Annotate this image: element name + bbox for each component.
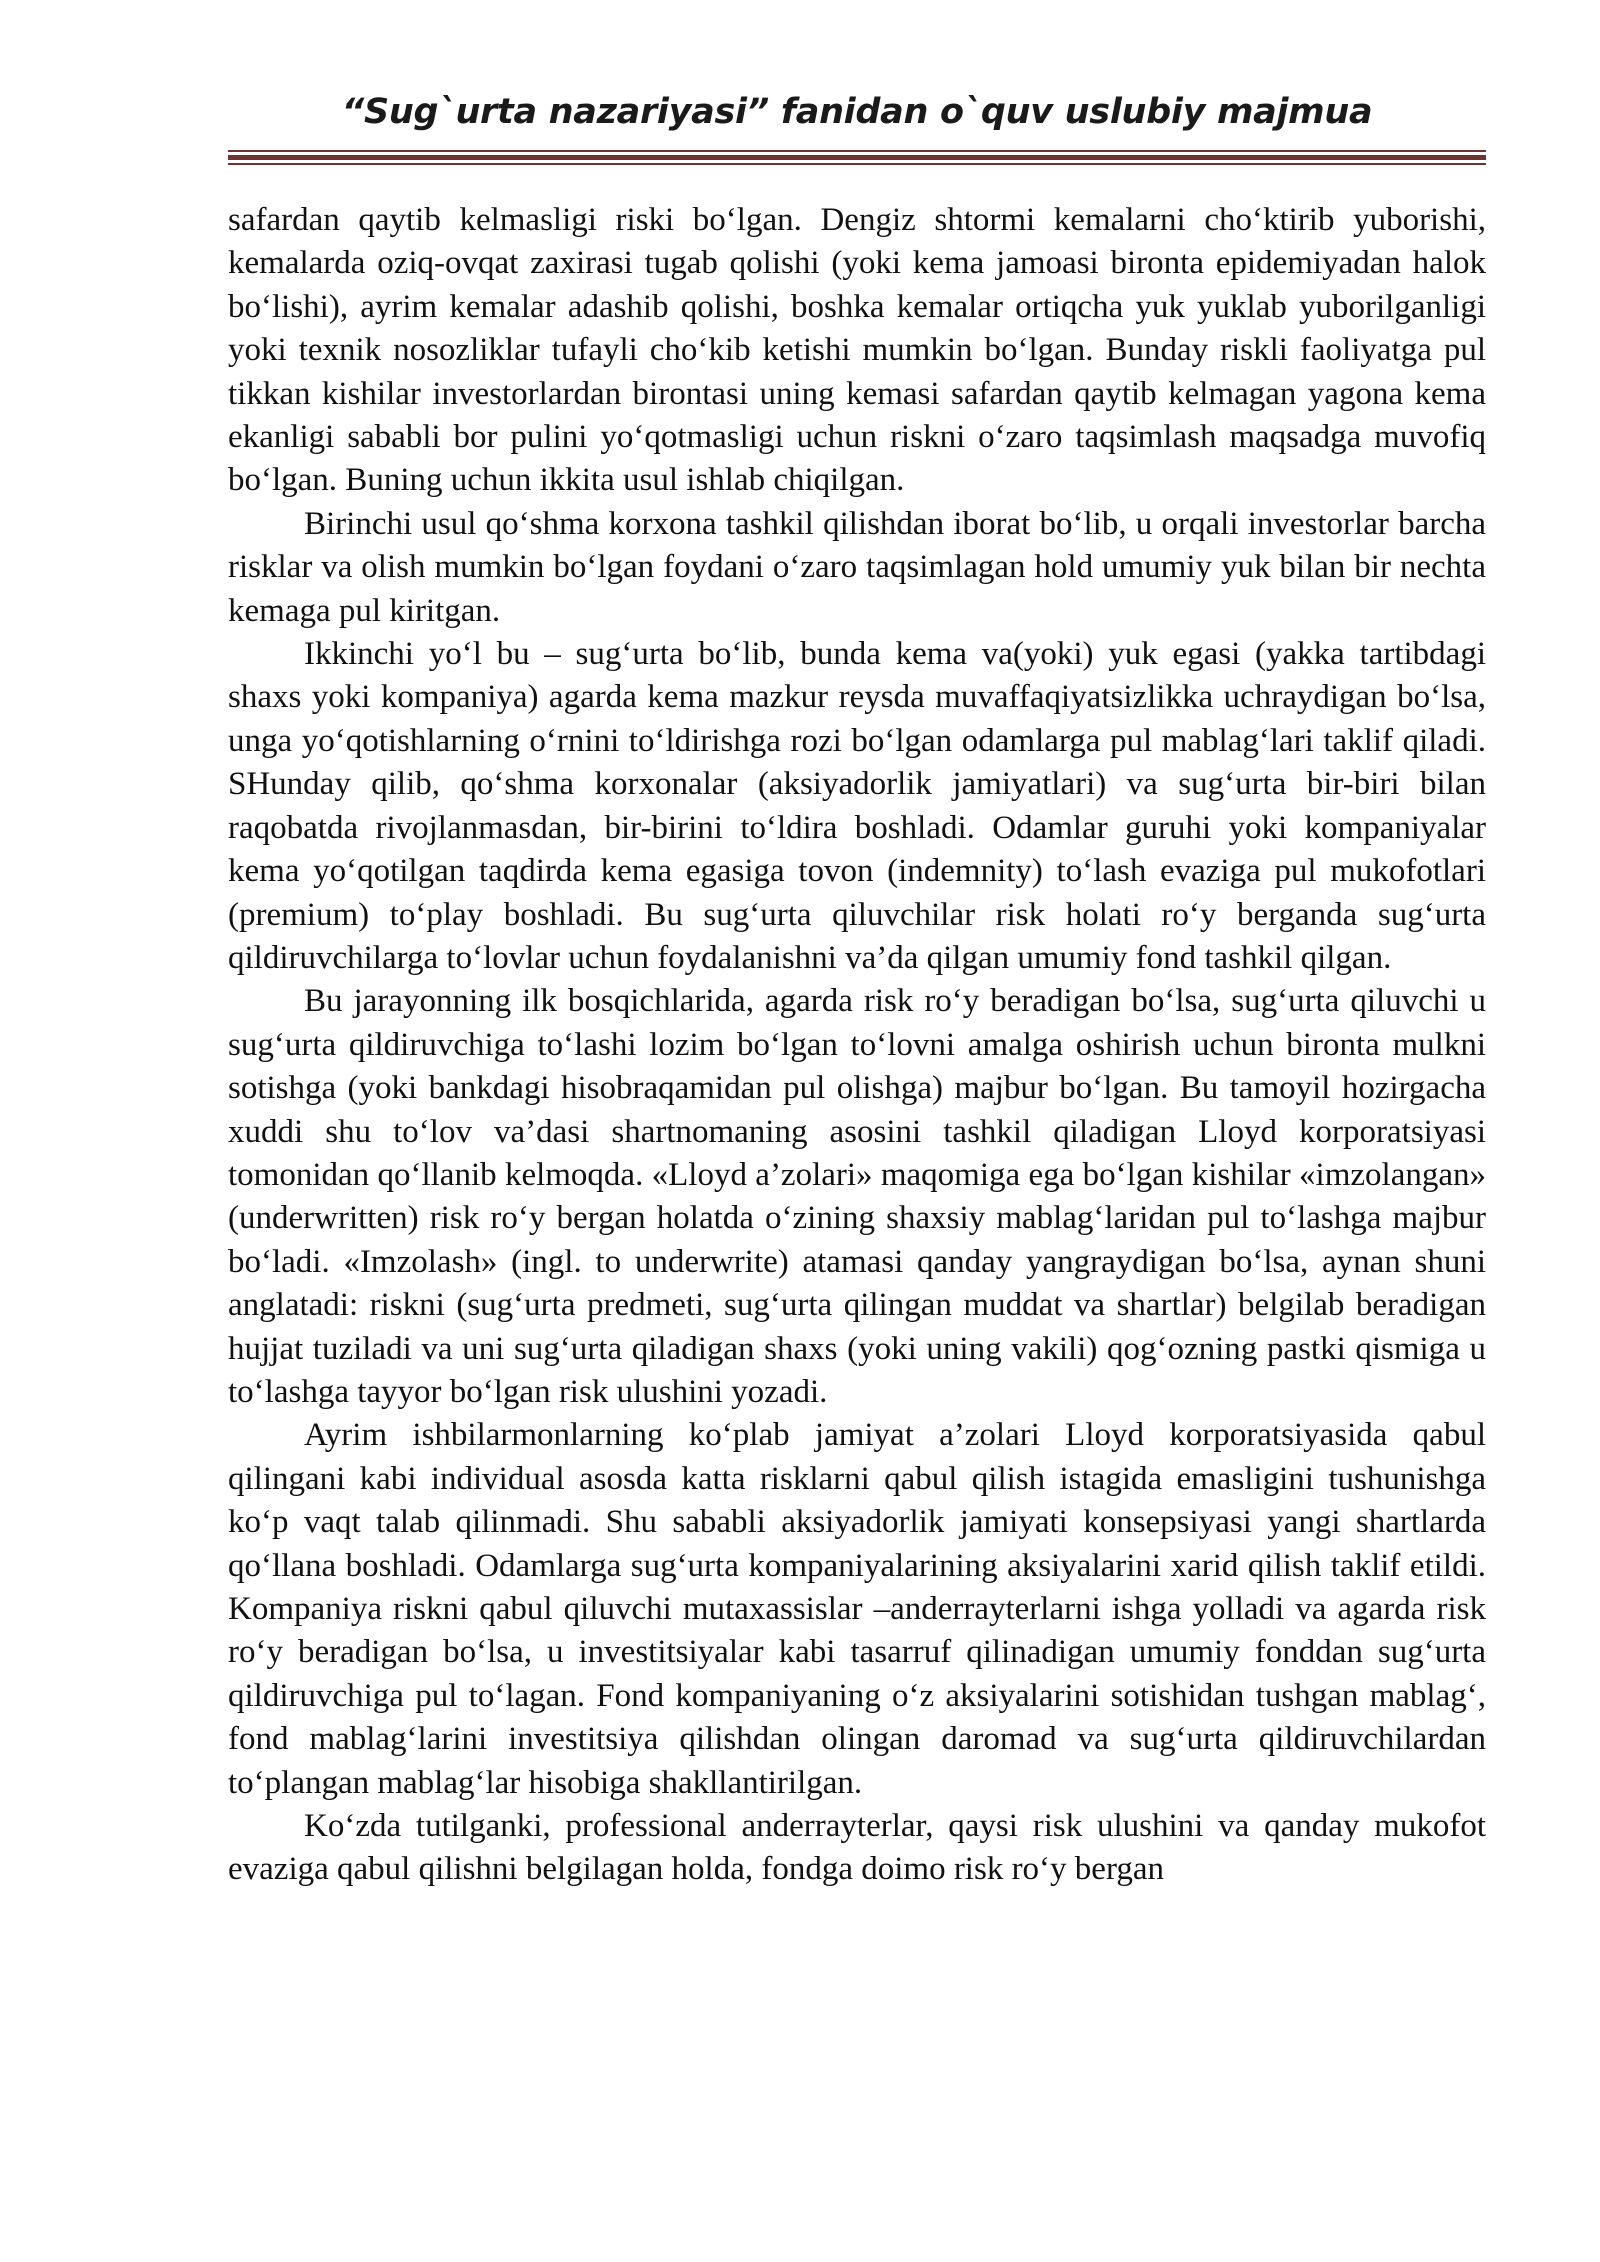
paragraph: Bu jarayonning ilk bosqichlarida, agarda risk ro‘y beradigan bo‘lsa, sug‘urta qiluvchi u sug‘urta qildiruvchiga to‘lashi lozim bo‘lgan to‘lovni amalga oshirish uchun bironta mulkni sotishga (yoki bankdagi hisobraqamidan pul olishga) majbur bo‘lgan. Bu tamoyil hozirgacha xuddi shu to‘lov va’dasi shartnomaning asosini tashkil qiladigan Lloyd korporatsiyasi tomonidan qo‘llanib kelmoqda. «Lloyd a’zolari» maqomiga ega bo‘lgan kishilar «imzolangan» (underwritten) risk ro‘y bergan holatda o‘zining shaxsiy mablag‘laridan pul to‘lashga majbur bo‘ladi. «Imzolash» (ingl. to underwrite) atamasi qanday yangraydigan bo‘lsa, aynan shuni anglatadi: riskni (sug‘urta predmeti, sug‘urta qilingan muddat va shartlar) belgilab beradigan hujjat tuziladi va uni sug‘urta qiladigan shaxs (yoki uning vakili) qog‘ozning pastki qismiga u to‘lashga tayyor bo‘lgan risk ulushini yozadi. [228,983,1486,1410]
document-body [228,199,1486,1892]
paragraph: Birinchi usul qo‘shma korxona tashkil qilishdan iborat bo‘lib, u orqali investorlar barcha risklar va olish mumkin bo‘lgan foydani o‘zaro taqsimlagan hold umumiy yuk bilan bir nechta kemaga pul kiritgan. [228,505,1486,629]
header-rule-thick [228,155,1486,160]
header-rule-top [228,150,1486,152]
paragraph: safardan qaytib kelmasligi riski bo‘lgan. Dengiz shtormi kemalarni cho‘ktirib yuborishi, kemalarda oziq-ovqat zaxirasi tugab qolishi (yoki kema jamoasi bironta epidemiyadan halok bo‘lishi), ayrim kemalar adashib qolishi, boshka kemalar ortiqcha yuk yuklab yuborilganligi yoki texnik nosozliklar tufayli cho‘kib ketishi mumkin bo‘lgan. Bunday riskli faoliyatga pul tikkan kishilar investorlardan birontasi uning kemasi safardan qaytib kelmagan yagona kema ekanligi sababli bor pulini yo‘qotmasligi uchun riskni o‘zaro taqsimlash maqsadga muvofiq bo‘lgan. Buning uchun ikkita usul ishlab chiqilgan. [228,202,1486,499]
paragraph: Ko‘zda tutilganki, professional anderrayterlar, qaysi risk ulushini va qanday mukofot evaziga qabul qilishni belgilagan holda, fondga doimo risk ro‘y bergan [228,1808,1486,1888]
header-rule-bottom [228,163,1486,165]
paragraph: Ikkinchi yo‘l bu – sug‘urta bo‘lib, bunda kema va(yoki) yuk egasi (yakka tartibdagi shaxs yoki kompaniya) agarda kema mazkur reysda muvaffaqiyatsizlikka uchraydigan bo‘lsa, unga yo‘qotishlarning o‘rnini to‘ldirishga rozi bo‘lgan odamlarga pul mablag‘lari taklif qiladi. SHunday qilib, qo‘shma korxonalar (aksiyadorlik jamiyatlari) va sug‘urta bir-biri bilan raqobatda rivojlanmasdan, bir-birini to‘ldira boshladi. Odamlar guruhi yoki kompaniyalar kema yo‘qotilgan taqdirda kema egasiga tovon (indemnity) to‘lash evaziga pul mukofotlari (premium) to‘play boshladi. Bu sug‘urta qiluvchilar risk holati ro‘y berganda sug‘urta qildiruvchilarga to‘lovlar uchun foydalanishni va’da qilgan umumiy fond tashkil qilgan. [228,636,1486,976]
page-header-title: “Sug`urta nazariyasi” fanidan o`quv uslubiy majmua [341,92,1373,132]
paragraph: Ayrim ishbilarmonlarning ko‘plab jamiyat a’zolari Lloyd korporatsiyasida qabul qilingani kabi individual asosda katta risklarni qabul qilish istagida emasligini tushunishga ko‘p vaqt talab qilinmadi. Shu sababli aksiyadorlik jamiyati konsepsiyasi yangi shartlarda qo‘llana boshladi. Odamlarga sug‘urta kompaniyalarining aksiyalarini xarid qilish taklif etildi. Kompaniya riskni qabul qiluvchi mutaxassislar –anderrayterlarni ishga yolladi va agarda risk ro‘y beradigan bo‘lsa, u investitsiyalar kabi tasarruf qilinadigan umumiy fonddan sug‘urta qildiruvchiga pul to‘lagan. Fond kompaniyaning o‘z aksiyalarini sotishidan tushgan mablag‘, fond mablag‘larini investitsiya qilishdan olingan daromad va sug‘urta qildiruvchilardan to‘plangan mablag‘lar hisobiga shakllantirilgan. [228,1417,1486,1801]
